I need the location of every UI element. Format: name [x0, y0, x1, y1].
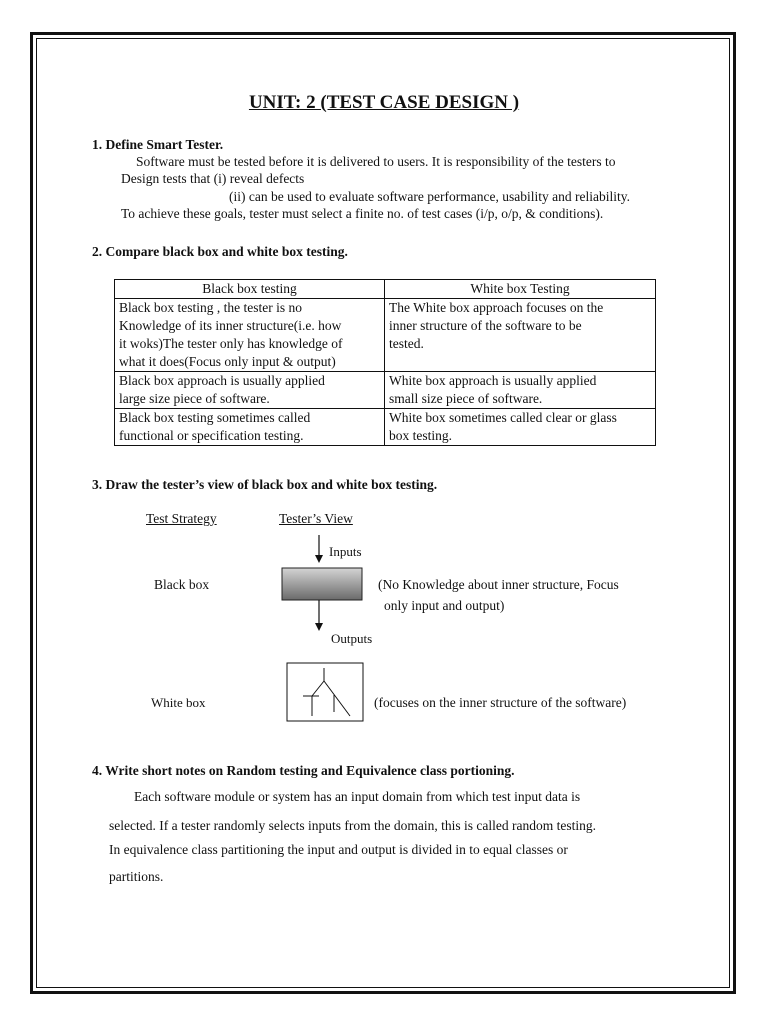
cell-line: large size piece of software. — [119, 391, 270, 406]
q3-heading: 3. Draw the tester’s view of black box and white box testing. — [92, 477, 438, 492]
q4-line-1: Each software module or system has an input domain from which test input data is — [134, 789, 581, 804]
q4-line-3: In equivalence class partitioning the input and output is divided in to equal classes or — [109, 842, 568, 857]
table-row — [115, 372, 656, 409]
black-box-note-line-2: only input and output) — [384, 598, 505, 613]
q2-heading: 2. Compare black box and white box testing. — [92, 244, 348, 259]
table-cell — [385, 372, 656, 409]
table-row — [115, 409, 656, 446]
q1-line-2: Design tests that (i) reveal defects — [121, 171, 305, 186]
table-header-white-box: White box Testing — [385, 280, 656, 299]
cell-line: small size piece of software. — [389, 391, 543, 406]
q4-line-2: selected. If a tester randomly selects inputs from the domain, this is called random testing. — [109, 818, 596, 833]
outputs-label: Outputs — [331, 631, 373, 646]
tester-view-diagram — [270, 530, 390, 730]
black-box-label: Black box — [154, 577, 210, 592]
input-arrow-head — [315, 555, 323, 563]
q1-line-1: Software must be tested before it is delivered to users. It is responsibility of the testers to — [136, 154, 616, 169]
column-label-strategy: Test Strategy — [146, 511, 217, 526]
table-cell — [115, 409, 385, 446]
table-header-black-box: Black box testing — [115, 280, 385, 299]
white-box-label: White box — [151, 695, 206, 710]
cell-line: Black box testing , the tester is no — [119, 300, 302, 315]
table-cell — [115, 299, 385, 372]
cell-line: functional or specification testing. — [119, 428, 304, 443]
table-header-row — [115, 280, 656, 299]
cell-line: Knowledge of its inner structure(i.e. how — [119, 318, 342, 333]
page-title: UNIT: 2 (TEST CASE DESIGN ) — [248, 92, 520, 113]
inputs-label: Inputs — [329, 544, 362, 559]
cell-line: inner structure of the software to be — [389, 318, 582, 333]
cell-line: Black box testing sometimes called — [119, 410, 311, 425]
cell-line: it woks)The tester only has knowledge of — [119, 336, 343, 351]
cell-line: box testing. — [389, 428, 452, 443]
column-label-view: Tester’s View — [279, 511, 353, 526]
cell-line: The White box approach focuses on the — [389, 300, 604, 315]
output-arrow-head — [315, 623, 323, 631]
table-cell — [385, 299, 656, 372]
q1-line-4: To achieve these goals, tester must select a finite no. of test cases (i/p, o/p, & conditions). — [121, 206, 604, 221]
cell-line: what it does(Focus only input & output) — [119, 354, 336, 369]
white-box-note: (focuses on the inner structure of the software) — [374, 695, 627, 710]
cell-line: Black box approach is usually applied — [119, 373, 325, 388]
white-box-shape — [287, 663, 363, 721]
cell-line: White box approach is usually applied — [389, 373, 597, 388]
comparison-table — [114, 279, 656, 446]
q1-heading: 1. Define Smart Tester. — [92, 137, 224, 152]
table-row — [115, 299, 656, 372]
q1-line-3: (ii) can be used to evaluate software performance, usability and reliability. — [229, 189, 630, 204]
q4-heading: 4. Write short notes on Random testing and Equivalence class portioning. — [92, 763, 515, 778]
black-box-note-line-1: (No Knowledge about inner structure, Focus — [378, 577, 619, 592]
q4-line-4: partitions. — [109, 869, 164, 884]
table-cell — [115, 372, 385, 409]
cell-line: White box sometimes called clear or glass — [389, 410, 617, 425]
cell-line: tested. — [389, 336, 424, 351]
table-cell — [385, 409, 656, 446]
black-box-shape — [282, 568, 362, 600]
